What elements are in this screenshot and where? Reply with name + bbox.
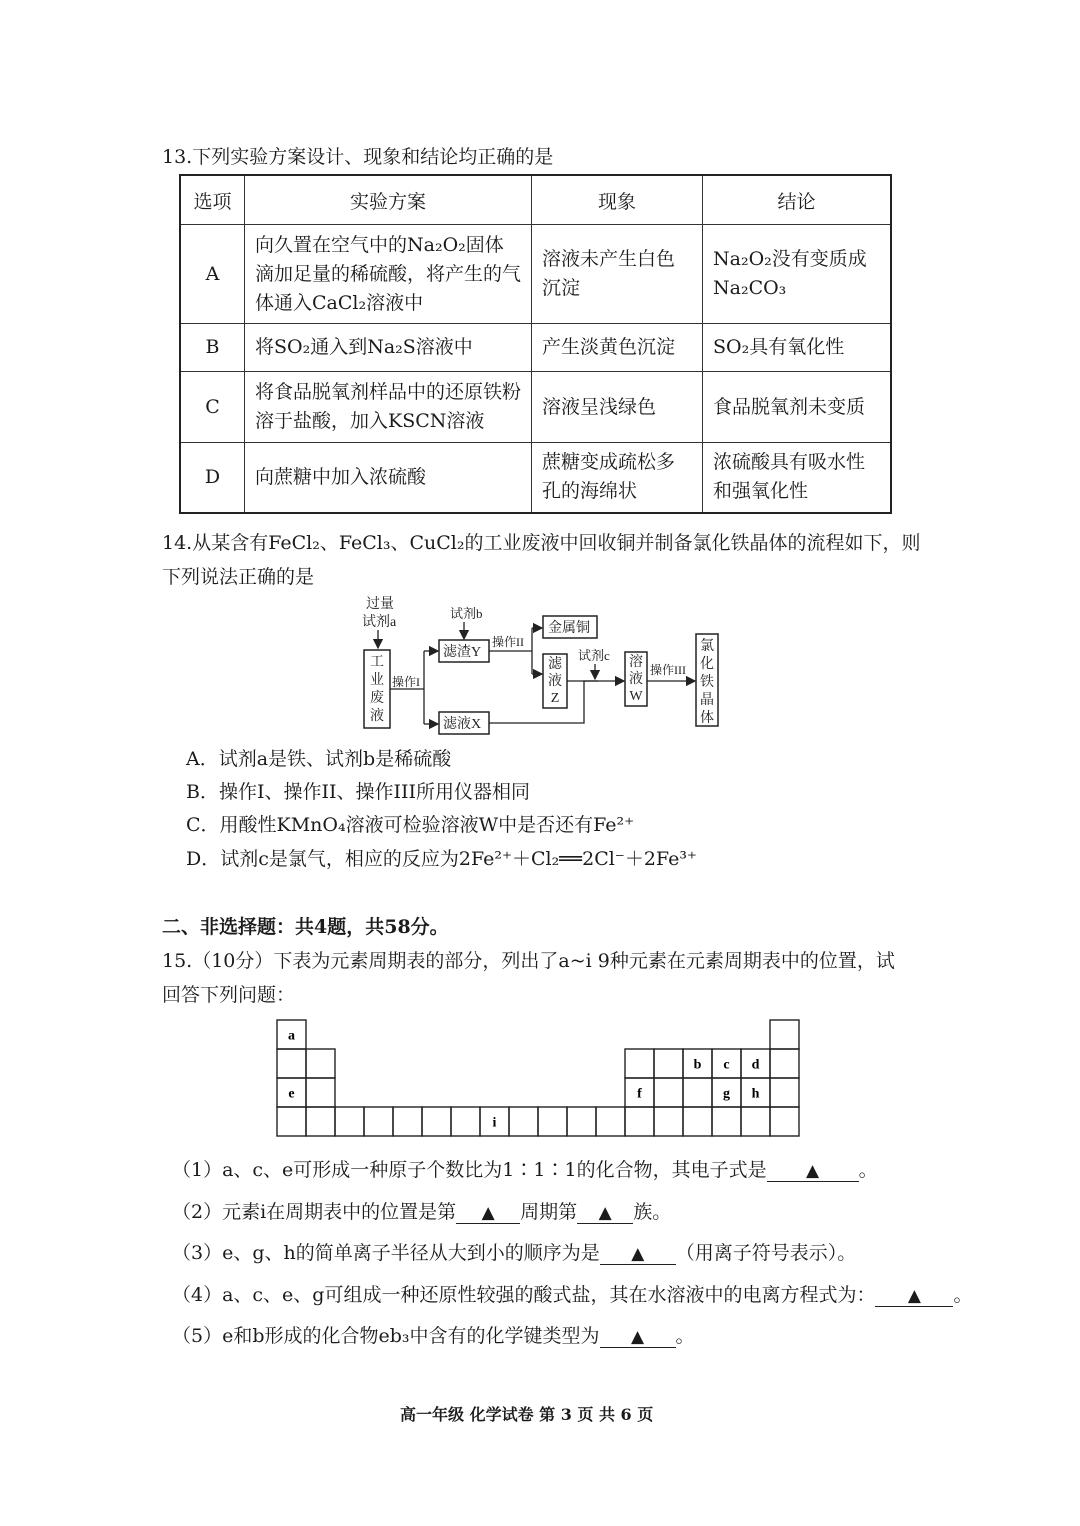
- conclusion-cell: 浓硫酸具有吸水性和强氧化性: [703, 442, 892, 513]
- q15-sub1: [172, 1157, 878, 1183]
- q15-line2: 回答下列问题：: [162, 984, 296, 1006]
- q15-sub4: [172, 1282, 972, 1308]
- periodic-cell: [422, 1107, 451, 1136]
- periodic-cell: [654, 1078, 683, 1107]
- sub-question-text: （用离子符号表示）。: [675, 1242, 857, 1264]
- periodic-cell: [509, 1107, 538, 1136]
- q15-line1: 15.（10分）下表为元素周期表的部分，列出了a~i 9种元素在元素周期表中的位置，试: [162, 950, 895, 972]
- filtrate-z-char: 滤: [548, 657, 562, 672]
- answer-blank[interactable]: ▲: [875, 1286, 953, 1307]
- q14-option-c: C．用酸性KMnO₄溶液可检验溶液W中是否还有Fe²⁺: [186, 814, 635, 836]
- periodic-cell: [596, 1107, 625, 1136]
- element-label: d: [751, 1057, 760, 1073]
- plan-cell: 将食品脱氧剂样品中的还原铁粉溶于盐酸，加入KSCN溶液: [245, 372, 532, 443]
- source-char: 工: [370, 655, 384, 670]
- sub-question-text: 周期第: [520, 1201, 578, 1223]
- filtrate-x-label: 滤液X: [443, 717, 482, 732]
- answer-blank[interactable]: ▲: [456, 1203, 520, 1224]
- element-label: e: [288, 1086, 295, 1102]
- q13-title: 13.下列实验方案设计、现象和结论均正确的是: [162, 146, 554, 168]
- periodic-cell: [364, 1107, 393, 1136]
- plan-cell: 向蔗糖中加入浓硫酸: [245, 442, 532, 513]
- q15-sub2: [172, 1199, 671, 1225]
- reagent-c-label: 试剂c: [578, 648, 610, 663]
- answer-blank[interactable]: ▲: [577, 1203, 633, 1224]
- product-char: 化: [700, 657, 714, 672]
- reagent-a-label-2: 试剂a: [362, 615, 397, 630]
- option-cell: A: [180, 225, 245, 324]
- phenomenon-cell: 溶液呈浅绿色: [532, 372, 703, 443]
- plan-cell: 将SO₂通入到Na₂S溶液中: [245, 324, 532, 372]
- option-cell: B: [180, 324, 245, 372]
- sub-question-text: 族。: [633, 1201, 672, 1223]
- source-char: 液: [370, 709, 384, 724]
- periodic-cell: [277, 1107, 306, 1136]
- periodic-cell: [451, 1107, 480, 1136]
- periodic-cell: [306, 1078, 335, 1107]
- op3-label: 操作III: [650, 663, 686, 677]
- periodic-cell: [712, 1107, 741, 1136]
- answer-blank[interactable]: ▲: [600, 1327, 676, 1348]
- filtrate-z-char: Z: [550, 691, 560, 706]
- answer-blank[interactable]: ▲: [600, 1244, 676, 1265]
- conclusion-cell: Na₂O₂没有变质成Na₂CO₃: [703, 225, 892, 324]
- column-header: 实验方案: [245, 175, 532, 225]
- table-row: [180, 225, 891, 324]
- q14-option-d: D．试剂c是氯气，相应的反应为2Fe²⁺＋Cl₂══2Cl⁻＋2Fe³⁺: [186, 848, 697, 870]
- periodic-cell: [770, 1049, 799, 1078]
- source-char: 废: [370, 691, 384, 706]
- q14-option-b: B．操作I、操作II、操作III所用仪器相同: [186, 781, 530, 803]
- product-char: 氯: [700, 639, 714, 654]
- periodic-cell: [625, 1107, 654, 1136]
- conclusion-cell: 食品脱氧剂未变质: [703, 372, 892, 443]
- element-label: a: [288, 1028, 295, 1044]
- column-header: 现象: [532, 175, 703, 225]
- periodic-cell: [393, 1107, 422, 1136]
- element-label: f: [637, 1086, 642, 1102]
- q15-sub3: [172, 1240, 856, 1266]
- table-row: [180, 442, 891, 513]
- periodic-cell: [306, 1107, 335, 1136]
- page-footer: 高一年级 化学试卷 第 3 页 共 6 页: [400, 1405, 654, 1424]
- periodic-cell: [770, 1078, 799, 1107]
- answer-blank[interactable]: ▲: [767, 1161, 859, 1182]
- reagent-a-label-1: 过量: [366, 597, 394, 612]
- product-char: 晶: [700, 693, 714, 708]
- sub-question-text: 。: [675, 1325, 695, 1347]
- periodic-cell: [770, 1107, 799, 1136]
- solution-w-char: 液: [629, 672, 643, 687]
- sub-question-text: 。: [858, 1159, 878, 1181]
- sub-question-text: （4）a、c、e、g可组成一种还原性较强的酸式盐，其在水溶液中的电离方程式为：: [172, 1284, 876, 1306]
- element-label: i: [492, 1115, 497, 1131]
- periodic-cell: [335, 1107, 364, 1136]
- conclusion-cell: SO₂具有氧化性: [703, 324, 892, 372]
- q13-table: [179, 174, 892, 514]
- option-cell: D: [180, 442, 245, 513]
- periodic-cell: [741, 1107, 770, 1136]
- periodic-cell: [306, 1049, 335, 1078]
- solution-w-char: W: [629, 689, 643, 704]
- phenomenon-cell: 蔗糖变成疏松多孔的海绵状: [532, 442, 703, 513]
- q14-option-a: A．试剂a是铁、试剂b是稀硫酸: [186, 748, 452, 770]
- source-char: 业: [370, 673, 384, 688]
- periodic-cell: [654, 1107, 683, 1136]
- option-cell: C: [180, 372, 245, 443]
- element-label: h: [751, 1086, 760, 1102]
- element-label: b: [693, 1057, 702, 1073]
- periodic-cell: [277, 1049, 306, 1078]
- periodic-table-fragment: [276, 1018, 802, 1140]
- periodic-cell: [538, 1107, 567, 1136]
- sub-question-text: （5）e和b形成的化合物eb₃中含有的化学键类型为: [172, 1325, 600, 1347]
- copper-label: 金属铜: [548, 621, 590, 636]
- sub-question-text: （1）a、c、e可形成一种原子个数比为1∶1∶1的化合物，其电子式是: [172, 1159, 767, 1181]
- plan-cell: 向久置在空气中的Na₂O₂固体滴加足量的稀硫酸，将产生的气体通入CaCl₂溶液中: [245, 225, 532, 324]
- phenomenon-cell: 溶液未产生白色沉淀: [532, 225, 703, 324]
- sub-question-text: （2）元素i在周期表中的位置是第: [172, 1201, 457, 1223]
- periodic-cell: [654, 1049, 683, 1078]
- product-char: 体: [700, 711, 714, 726]
- flow-diagram: [340, 594, 740, 740]
- column-header: 结论: [703, 175, 892, 225]
- periodic-cell: [567, 1107, 596, 1136]
- periodic-cell: [770, 1020, 799, 1049]
- table-row: [180, 324, 891, 372]
- sub-question-text: 。: [953, 1284, 973, 1306]
- solution-w-char: 溶: [629, 655, 643, 670]
- periodic-cell: [683, 1107, 712, 1136]
- sub-question-text: （3）e、g、h的简单离子半径从大到小的顺序为是: [172, 1242, 600, 1264]
- op2-label: 操作II: [492, 635, 524, 649]
- phenomenon-cell: 产生淡黄色沉淀: [532, 324, 703, 372]
- table-row: [180, 372, 891, 443]
- section-heading: 二、非选择题：共4题，共58分。: [162, 916, 449, 938]
- q14-line2: 下列说法正确的是: [162, 566, 315, 588]
- op1-label: 操作I: [392, 675, 420, 689]
- residue-y-label: 滤渣Y: [443, 645, 482, 660]
- element-label: g: [723, 1086, 730, 1102]
- table-header-row: [180, 175, 891, 225]
- filtrate-z-char: 液: [548, 674, 562, 689]
- periodic-cell: [625, 1049, 654, 1078]
- reagent-b-label: 试剂b: [450, 606, 483, 621]
- q15-sub5: [172, 1323, 695, 1349]
- element-label: c: [723, 1057, 730, 1073]
- column-header: 选项: [180, 175, 245, 225]
- periodic-cell: [683, 1078, 712, 1107]
- product-char: 铁: [700, 675, 714, 690]
- q14-line1: 14.从某含有FeCl₂、FeCl₃、CuCl₂的工业废液中回收铜并制备氯化铁晶体的流程如下，则: [162, 532, 921, 554]
